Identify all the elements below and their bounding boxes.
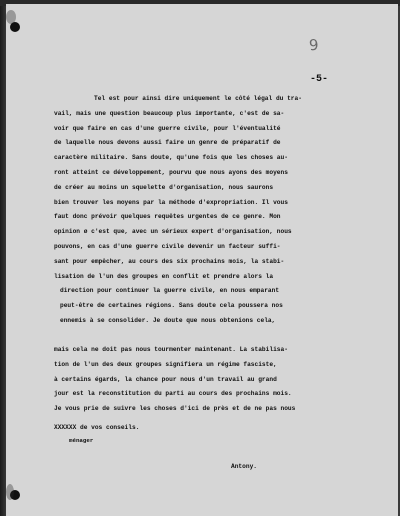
text-line: XXXXXX de vos conseils. [54, 423, 140, 431]
paragraph-1 [54, 92, 302, 329]
signature: Antony. [231, 463, 257, 470]
text-line: direction pour continuer la guerre civile, en nous emparant [60, 287, 280, 295]
text-line: peut-être de certaines régions. Sans doute cela poussera nos [60, 302, 283, 310]
text-line: ront atteint ce développement, pourvu que nous ayons des moyens [54, 168, 288, 176]
text-line: faut donc prévoir quelques requêtes urgentes de ce genre. Mon [54, 213, 281, 221]
text-line: Je vous prie de suivre les choses d'ici de près et de ne pas nous [54, 405, 296, 413]
interlinear-correction: ménager [69, 437, 94, 444]
text-line: vail, mais une question beaucoup plus importante, c'est de sa- [54, 109, 285, 117]
text-line: caractère militaire. Sans doute, qu'une fois que les choses au- [54, 154, 288, 162]
text-line: voir que faire en cas d'une guerre civile, pour l'éventualité [54, 124, 281, 132]
text-line: Tel est pour ainsi dire uniquement le côté légal du tra- [94, 95, 302, 102]
text-line: pouvons, en cas d'une guerre civile devenir un facteur suffi- [54, 242, 281, 250]
text-line: à certains égards, la chance pour nous d'un travail au grand [54, 375, 277, 383]
text-line: lisation de l'un des groupes en conflit et prendre alors la [54, 272, 274, 280]
text-line: ennemis à se consolider. Je doute que nous obtenions cela, [60, 316, 276, 324]
text-line: opinion ø c'est que, avec un sérieux expert d'organisation, nous [54, 228, 292, 236]
text-line: tion de l'un des deux groupes signifiera un régime fasciste, [54, 360, 277, 368]
typed-page-mark: -5- [310, 74, 329, 85]
text-line: mais cela ne doit pas nous tourmenter maintenant. La stabilisa- [54, 346, 288, 353]
paragraph-2 [54, 343, 295, 436]
scan-smudge [6, 484, 14, 500]
text-line: jour est la reconstitution du parti au cours des prochains mois. [54, 390, 292, 398]
text-line: de créer au moins un squelette d'organisation, nous saurons [54, 183, 274, 191]
scan-smudge [6, 10, 16, 24]
text-line: bien trouver les moyens par la méthode d'expropriation. Il vous [54, 198, 288, 206]
text-line: de laquelle nous devons aussi faire un genre de préparatif de [54, 139, 281, 147]
text-line: sant pour empêcher, au cours des six prochains mois, la stabi- [54, 257, 285, 265]
handwritten-page-number: 9 [308, 35, 320, 55]
